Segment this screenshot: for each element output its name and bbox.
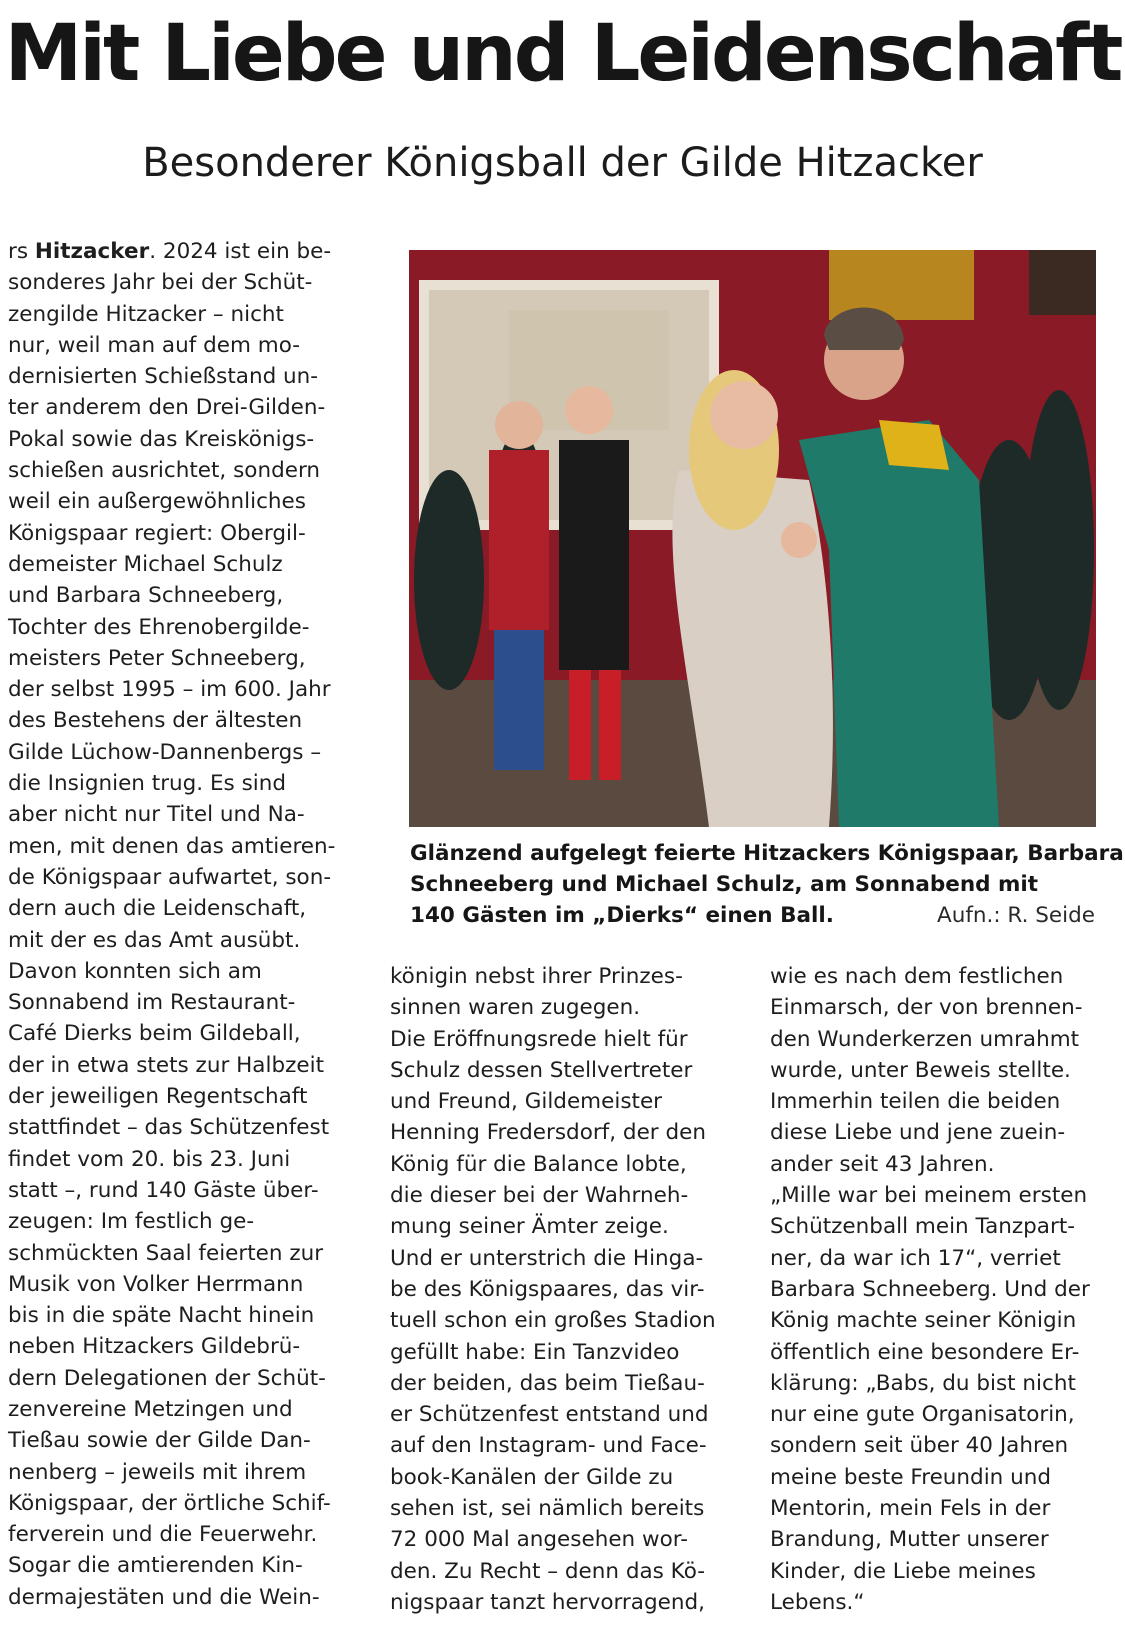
text-line: zenvereine Metzingen und (8, 1396, 293, 1422)
text-line: Tießau sowie der Gilde Dan- (8, 1428, 311, 1454)
text-line: Pokal sowie das Kreiskönigs- (8, 426, 315, 452)
text-line: „Mille war bei meinem ersten (770, 1183, 1088, 1209)
text-line: wie es nach dem festlichen (770, 964, 1064, 989)
text-line: nur, weil man auf dem mo- (8, 332, 301, 358)
text-line: den Wunderkerzen umrahmt (770, 1026, 1080, 1052)
text-line: diese Liebe und jene zuein- (770, 1120, 1066, 1146)
text-line: dern auch die Leidenschaft, (8, 896, 307, 922)
text-line: nenberg – jeweils mit ihrem (8, 1459, 307, 1485)
text-line: nigspaar tanzt hervorragend, (390, 1589, 705, 1615)
text-line: Lebens.“ (770, 1589, 865, 1615)
text-line: mit der es das Amt ausübt. (8, 927, 301, 953)
photo-credit: Aufn.: R. Seide (936, 903, 1095, 928)
text-line: 72 000 Mal angesehen wor- (390, 1527, 688, 1553)
text-line: König für die Balance lobte, (390, 1151, 687, 1177)
text-line: bis in die späte Nacht hinein (8, 1303, 315, 1329)
text-line: Davon konnten sich am (8, 958, 262, 984)
article-photo (409, 250, 1096, 827)
text-line: die Insignien trug. Es sind (8, 771, 287, 797)
text-line: den. Zu Recht – denn das Kö- (390, 1558, 706, 1584)
text-line: Café Dierks beim Gildeball, (8, 1021, 301, 1047)
text-line: nur eine gute Organisatorin, (770, 1402, 1075, 1428)
text-line: ner, da war ich 17“, verriet (770, 1245, 1061, 1271)
text-line: Schulz dessen Stellvertreter (390, 1057, 693, 1083)
text-line: Immerhin teilen die beiden (770, 1089, 1061, 1115)
text-line: Tochter des Ehrenobergilde- (8, 614, 310, 640)
text-line: der jeweiligen Regentschaft (8, 1084, 308, 1110)
caption-line: Schneeberg und Michael Schulz, am Sonnabend mit (410, 872, 1039, 897)
text-line: neben Hitzackers Gildebrü- (8, 1334, 301, 1360)
article-column-1 (8, 236, 348, 1613)
text-line: weil ein außergewöhnliches (8, 489, 306, 515)
text-line: Sonnabend im Restaurant- (8, 990, 296, 1016)
text-line: tuell schon ein großes Stadion (390, 1308, 716, 1334)
dance-photo-illustration (409, 250, 1096, 827)
text-line: sonderes Jahr bei der Schüt- (8, 270, 313, 296)
text-line: book-Kanälen der Gilde zu (390, 1464, 674, 1490)
text-line: der selbst 1995 – im 600. Jahr (8, 677, 331, 703)
text-line: schmückten Saal feierten zur (8, 1240, 324, 1266)
caption-line: 140 Gästen im „Dierks“ einen Ball. (410, 903, 834, 928)
text-line: Und er unterstrich die Hinga- (390, 1245, 704, 1271)
column-1-body (8, 267, 348, 1613)
text-line: Königspaar regiert: Obergil- (8, 520, 306, 546)
text-line: dern Delegationen der Schüt- (8, 1365, 326, 1391)
text-line: Schützenball mein Tanzpart- (770, 1214, 1076, 1240)
text-line: auf den Instagram- und Face- (390, 1433, 707, 1459)
text-line: dermajestäten und die Wein- (8, 1584, 320, 1610)
text-line: ferverein und die Feuerwehr. (8, 1522, 318, 1548)
text-line: ander seit 43 Jahren. (770, 1151, 995, 1177)
caption-line: Glänzend aufgelegt feierte Hitzackers Königspaar, Barbara (410, 841, 1124, 866)
text-line: er Schützenfest entstand und (390, 1402, 709, 1428)
text-line: de Königspaar aufwartet, son- (8, 864, 332, 890)
text-line: gefüllt habe: Ein Tanzvideo (390, 1339, 680, 1365)
text-line: sehen ist, sei nämlich bereits (390, 1496, 705, 1522)
text-line: schießen ausrichtet, sondern (8, 458, 321, 484)
text-line: Musik von Volker Herrmann (8, 1271, 304, 1297)
text-line: Einmarsch, der von brennen- (770, 995, 1083, 1021)
text-line: ter anderem den Drei-Gilden- (8, 395, 326, 421)
text-line: Sogar die amtierenden Kin- (8, 1553, 303, 1579)
text-line: der in etwa stets zur Halbzeit (8, 1052, 325, 1078)
text-line: Henning Fredersdorf, der den (390, 1120, 706, 1146)
text-line: stattfindet – das Schützenfest (8, 1115, 330, 1141)
text-line: und Freund, Gildemeister (390, 1089, 663, 1115)
text-line: sondern seit über 40 Jahren (770, 1433, 1069, 1459)
text-line: aber nicht nur Titel und Na- (8, 802, 305, 828)
article-column-3 (770, 961, 1110, 1618)
article-subheadline: Besonderer Königsball der Gilde Hitzacker (142, 140, 983, 186)
text-line: statt –, rund 140 Gäste über- (8, 1177, 319, 1203)
text-line: der beiden, das beim Tießau- (390, 1370, 705, 1396)
text-line: öffentlich eine besondere Er- (770, 1339, 1080, 1365)
lead-line-rest: . 2024 ist ein be- (149, 239, 332, 264)
text-line: demeister Michael Schulz (8, 551, 283, 577)
text-line: des Bestehens der ältesten (8, 708, 303, 734)
article-column-2 (390, 961, 730, 1618)
text-line: Gilde Lüchow-Dannenbergs – (8, 739, 322, 765)
text-line: klärung: „Babs, du bist nicht (770, 1370, 1076, 1396)
text-line: sinnen waren zugegen. (390, 995, 641, 1021)
text-line: die dieser bei der Wahrneh- (390, 1183, 689, 1209)
text-line: Brandung, Mutter unserer (770, 1527, 1049, 1553)
text-line: Königspaar, der örtliche Schif- (8, 1490, 331, 1516)
text-line: König machte seiner Königin (770, 1308, 1077, 1334)
text-line: königin nebst ihrer Prinzes- (390, 964, 683, 989)
text-line: mung seiner Ämter zeige. (390, 1214, 669, 1240)
text-line: Die Eröffnungsrede hielt für (390, 1026, 688, 1052)
text-line: wurde, unter Beweis stellte. (770, 1057, 1071, 1083)
article-lead-line (8, 236, 348, 267)
text-line: meisters Peter Schneeberg, (8, 645, 306, 671)
byline: rs (8, 239, 29, 264)
text-line: men, mit denen das amtieren- (8, 833, 336, 859)
text-line: Kinder, die Liebe meines (770, 1558, 1036, 1584)
text-line: be des Königspaares, das vir- (390, 1276, 705, 1302)
text-line: Barbara Schneeberg. Und der (770, 1276, 1090, 1302)
text-line: Mentorin, mein Fels in der (770, 1496, 1051, 1522)
text-line: zengilde Hitzacker – nicht (8, 301, 284, 327)
column-3-body (770, 961, 1110, 1618)
text-line: dernisierten Schießstand un- (8, 364, 319, 390)
dateline: Hitzacker (34, 239, 150, 264)
text-line: und Barbara Schneeberg, (8, 583, 284, 609)
column-2-body (390, 961, 730, 1618)
text-line: findet vom 20. bis 23. Juni (8, 1146, 291, 1172)
text-line: zeugen: Im festlich ge- (8, 1209, 255, 1235)
article-headline: Mit Liebe und Leidenschaft (4, 9, 1121, 99)
text-line: meine beste Freundin und (770, 1464, 1052, 1490)
